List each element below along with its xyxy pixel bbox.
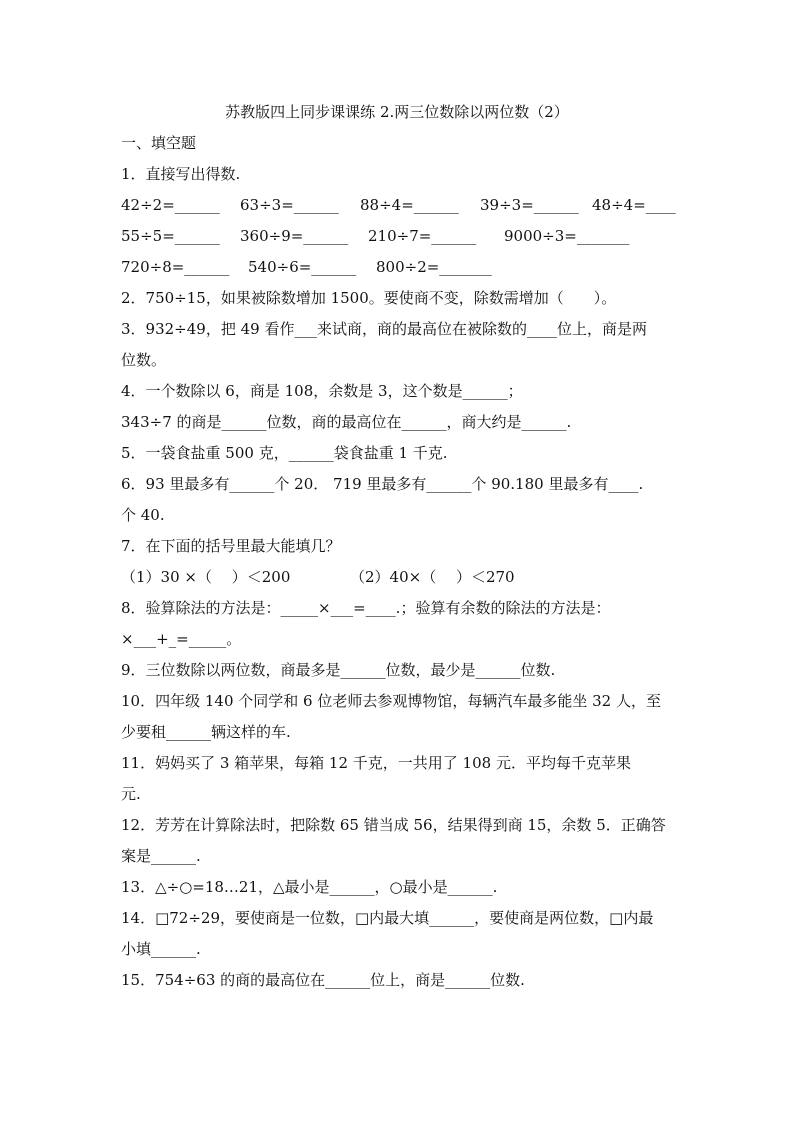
q1-item: 88÷4=______ <box>360 196 459 214</box>
question-7-stem: 7．在下面的括号里最大能填几？ <box>121 537 341 555</box>
question-8-line-2: ×___+_=_____。 <box>121 630 242 648</box>
question-3-line-1: 3．932÷49，把 49 看作___来试商，商的最高位在被除数的____位上，商是两 <box>121 320 647 338</box>
question-5: 5．一袋食盐重 500 克，______袋食盐重 1 千克. <box>121 444 448 462</box>
q1-item: 800÷2=_______ <box>376 258 492 276</box>
question-14-line-2: 小填______. <box>121 940 201 958</box>
worksheet-title: 苏教版四上同步课课练 2.两三位数除以两位数（2） <box>225 103 569 121</box>
question-3-line-2: 位数。 <box>121 351 167 369</box>
question-7-part-2: （2）40×（ ）＜270 <box>350 568 515 586</box>
q1-item: 9000÷3=_______ <box>504 227 630 245</box>
question-6-line-1: 6．93 里最多有______个 20． 719 里最多有______个 90.180 里最多有____. <box>121 475 644 493</box>
question-7-part-1: （1）30 ×（ ）＜200 <box>121 568 291 586</box>
question-12-line-1: 12．芳芳在计算除法时，把除数 65 错当成 56，结果得到商 15，余数 5．正确答 <box>121 816 666 834</box>
question-4-line-2: 343÷7 的商是______位数，商的最高位在______，商大约是______. <box>121 413 572 431</box>
q1-item: 720÷8=______ <box>121 258 230 276</box>
question-13: 13．△÷○=18…21，△最小是______，○最小是______. <box>121 878 498 896</box>
question-10-line-1: 10．四年级 140 个同学和 6 位老师去参观博物馆，每辆汽车最多能坐 32 人，至 <box>121 692 661 710</box>
q1-item: 55÷5=______ <box>121 227 220 245</box>
question-6-line-2: 个 40. <box>121 506 165 524</box>
question-1-stem: 1．直接写出得数. <box>121 165 241 183</box>
question-10-line-2: 少要租______辆这样的车. <box>121 723 291 741</box>
question-15: 15．754÷63 的商的最高位在______位上，商是______位数. <box>121 971 525 989</box>
section-heading: 一、填空题 <box>121 134 197 152</box>
question-2: 2．750÷15，如果被除数增加 1500。要使商不变，除数需增加（ ）。 <box>121 289 617 307</box>
question-14-line-1: 14．□72÷29，要使商是一位数，□内最大填______，要使商是两位数，□内最 <box>121 909 654 927</box>
q1-item: 63÷3=______ <box>240 196 339 214</box>
q1-item: 360÷9=______ <box>240 227 349 245</box>
question-12-line-2: 案是______. <box>121 847 201 865</box>
q1-item: 39÷3=______ <box>480 196 579 214</box>
q1-item: 48÷4=____ <box>592 196 676 214</box>
q1-item: 210÷7=______ <box>368 227 477 245</box>
question-11-line-1: 11．妈妈买了 3 箱苹果，每箱 12 千克，一共用了 108 元．平均每千克苹果 <box>121 754 631 772</box>
question-8-line-1: 8．验算除法的方法是：_____×___=____.；验算有余数的除法的方法是： <box>121 599 611 617</box>
question-4-line-1: 4．一个数除以 6，商是 108，余数是 3，这个数是______； <box>121 382 523 400</box>
q1-item: 42÷2=______ <box>121 196 220 214</box>
question-11-line-2: 元. <box>121 785 141 803</box>
question-9: 9．三位数除以两位数，商最多是______位数，最少是______位数. <box>121 661 556 679</box>
q1-item: 540÷6=______ <box>248 258 357 276</box>
